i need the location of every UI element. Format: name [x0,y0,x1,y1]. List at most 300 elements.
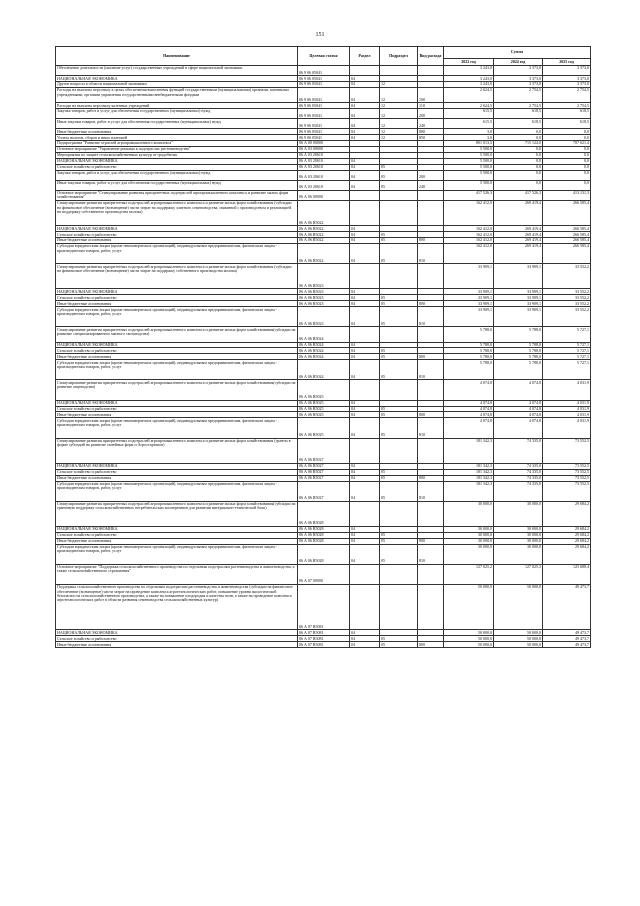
cell-target-code: 06 А 06 R5023 [298,301,350,307]
table-body [56,66,591,648]
cell-section: 04 [350,342,380,348]
cell-target-code: 06 9 06 05041 [298,82,350,88]
cell-subsection: 05 [380,412,418,418]
cell-section: 04 [350,463,380,469]
cell-section: 04 [350,636,380,642]
cell-sum-2024: 4 074,8 [494,380,543,400]
cell-target-code: 06 А 03 20610 [298,180,350,190]
table-row [56,119,591,129]
cell-section: 04 [350,295,380,301]
cell-section [350,501,380,526]
cell-name: Сельское хозяйство и рыболовство [56,232,298,238]
cell-section: 04 [350,82,380,88]
cell-sum-2022: 417 526,3 [444,190,494,200]
cell-expense-type: 240 [418,180,444,190]
cell-subsection: 05 [380,642,418,648]
cell-name: Другие вопросы в области национальной экономики [56,82,298,88]
cell-expense-type [418,501,444,526]
cell-name: Уплата налогов, сборов и иных платежей [56,135,298,141]
cell-target-code: 06 А 06 00000 [298,190,350,200]
cell-name: Субсидии юридическим лицам (кроме некоммерческих организаций), индивидуальным предпринимателям, физическим лицам - производителям товаров, работ, услуг [56,307,298,327]
cell-target-code: 06 9 06 05041 [298,129,350,135]
cell-target-code: 06 А 03 00000 [298,147,350,153]
cell-sum-2024: 269 419,4 [494,238,543,244]
cell-section: 04 [350,538,380,544]
cell-subsection: 05 [380,170,418,180]
cell-name: Закупка товаров, работ и услуг для обеспечения государственных (муниципальных) нужд [56,170,298,180]
cell-sum-2022: 162 412,0 [444,238,494,244]
cell-expense-type: 810 [418,244,444,264]
cell-expense-type: 240 [418,119,444,129]
cell-sum-2022: 5 788,0 [444,342,494,348]
cell-section: 04 [350,289,380,295]
cell-subsection: 05 [380,307,418,327]
cell-expense-type: 800 [418,301,444,307]
cell-sum-2022: 127 025,2 [444,564,494,584]
cell-sum-2024: 0,0 [494,170,543,180]
cell-subsection: 05 [380,481,418,501]
cell-section [350,564,380,584]
table-row [56,360,591,380]
cell-sum-2025: 0,0 [543,135,591,141]
cell-sum-2022: 4 074,8 [444,406,494,412]
cell-target-code: 06 9 06 05041 [298,119,350,129]
cell-sum-2024: 5 788,0 [494,342,543,348]
cell-name: НАЦИОНАЛЬНАЯ ЭКОНОМИКА [56,463,298,469]
cell-sum-2022: 30 000,0 [444,526,494,532]
cell-section: 04 [350,232,380,238]
cell-name: Сельское хозяйство и рыболовство [56,406,298,412]
cell-name: Расходы на выплаты персоналу в целях обеспечения выполнения функций государственными (муниципальными) органами, казенными учреждениями, органами управления государственными внебюджетными фондами [56,88,298,103]
cell-sum-2022: 4 074,8 [444,418,494,438]
cell-sum-2025: 29 684,2 [543,544,591,564]
cell-target-code: 06 9 06 05041 [298,66,350,76]
cell-sum-2024: 30 000,0 [494,544,543,564]
cell-target-code: 06 А 03 20610 [298,158,350,164]
cell-name: Субсидии юридическим лицам (кроме некоммерческих организаций), индивидуальным предпринимателям, физическим лицам - производителям товаров, работ, услуг [56,360,298,380]
cell-sum-2022: 33 909,1 [444,264,494,289]
table-row [56,180,591,190]
cell-name: Субсидии юридическим лицам (кроме некоммерческих организаций), индивидуальным предпринимателям, физическим лицам - производителям товаров, работ, услуг [56,418,298,438]
cell-section: 04 [350,354,380,360]
cell-subsection: 05 [380,406,418,412]
cell-sum-2025: 618,5 [543,119,591,129]
header-target: Целевая статья [298,47,350,66]
cell-target-code: 06 А 07 R5081 [298,585,350,630]
cell-sum-2022: 3 243,0 [444,66,494,76]
cell-name: Сельское хозяйство и рыболовство [56,164,298,170]
cell-section: 04 [350,238,380,244]
table-row [56,264,591,289]
cell-subsection: 05 [380,295,418,301]
cell-sum-2025: 0,0 [543,170,591,180]
cell-sum-2025: 5 727,1 [543,354,591,360]
cell-sum-2022: 4 074,8 [444,400,494,406]
cell-name: Стимулирование развития приоритетных подотраслей агропромышленного комплекса и развитие малых форм хозяйствования (гранты в форме субсидий на развитие семейных ферм и Агростартапов) [56,438,298,463]
cell-sum-2025: 125 688,4 [543,564,591,584]
cell-section: 04 [350,170,380,180]
cell-sum-2024: 5 788,0 [494,348,543,354]
cell-section: 04 [350,406,380,412]
cell-section: 04 [350,88,380,103]
cell-sum-2025: 5 727,1 [543,327,591,342]
table-row [56,88,591,103]
table-row [56,501,591,526]
cell-section [350,585,380,630]
table-row [56,244,591,264]
cell-section: 04 [350,119,380,129]
cell-section: 04 [350,226,380,232]
cell-section [350,327,380,342]
cell-target-code: 06 А 06 R5027 [298,463,350,469]
cell-target-code: 06 А 06 R5023 [298,295,350,301]
cell-sum-2024: 74 335,0 [494,475,543,481]
page-number: 151 [315,32,325,38]
cell-sum-2024: 74 335,0 [494,469,543,475]
cell-target-code: 06 А 07 R5081 [298,642,350,648]
cell-sum-2022: 5 500,0 [444,147,494,153]
cell-sum-2022: 30 000,0 [444,501,494,526]
cell-sum-2025: 0,0 [543,180,591,190]
cell-section: 04 [350,642,380,648]
cell-section: 04 [350,307,380,327]
cell-expense-type: 800 [418,412,444,418]
cell-sum-2025: 3 373,0 [543,66,591,76]
cell-sum-2024: 50 000,0 [494,630,543,636]
cell-sum-2022: 3 243,0 [444,82,494,88]
cell-sum-2024: 618,5 [494,119,543,129]
cell-expense-type: 810 [418,360,444,380]
cell-target-code: 06 А 06 R5027 [298,475,350,481]
cell-name: Иные бюджетные ассигнования [56,538,298,544]
cell-sum-2022: 5 500,0 [444,170,494,180]
cell-subsection: 05 [380,418,418,438]
cell-target-code: 06 9 06 05041 [298,76,350,82]
cell-target-code: 06 А 06 R5028 [298,501,350,526]
cell-target-code: 06 А 06 R5025 [298,418,350,438]
cell-expense-type: 810 [418,418,444,438]
cell-sum-2022: 4 074,8 [444,380,494,400]
cell-expense-type: 800 [418,538,444,544]
cell-sum-2024: 74 335,0 [494,438,543,463]
cell-section: 04 [350,180,380,190]
cell-name: НАЦИОНАЛЬНАЯ ЭКОНОМИКА [56,526,298,532]
cell-sum-2024: 0,0 [494,147,543,153]
cell-section: 04 [350,158,380,164]
cell-subsection: 12 [380,82,418,88]
cell-target-code: 06 А 03 20610 [298,152,350,158]
cell-name: НАЦИОНАЛЬНАЯ ЭКОНОМИКА [56,400,298,406]
cell-sum-2025: 33 552,2 [543,307,591,327]
cell-sum-2022: 615,5 [444,109,494,119]
cell-name: Иные бюджетные ассигнования [56,412,298,418]
table-row [56,109,591,119]
header-year-2022: 2022 год [444,58,494,66]
cell-name: НАЦИОНАЛЬНАЯ ЭКОНОМИКА [56,342,298,348]
cell-expense-type [418,564,444,584]
cell-section: 04 [350,76,380,82]
cell-expense-type: 810 [418,544,444,564]
cell-sum-2024: 618,5 [494,109,543,119]
cell-section [350,380,380,400]
cell-sum-2024: 50 000,0 [494,585,543,630]
cell-sum-2022: 30 000,0 [444,544,494,564]
cell-target-code: 06 А 06 R5028 [298,538,350,544]
cell-sum-2022: 181 342,3 [444,481,494,501]
table-row [56,544,591,564]
cell-sum-2025: 266 585,4 [543,232,591,238]
cell-sum-2024: 5 788,0 [494,327,543,342]
header-sum: Сумма [444,47,591,59]
cell-sum-2025: 5 727,1 [543,348,591,354]
cell-sum-2024: 4 074,8 [494,418,543,438]
cell-sum-2024: 269 419,4 [494,226,543,232]
cell-name: Иные бюджетные ассигнования [56,642,298,648]
cell-target-code: 06 А 06 R5024 [298,327,350,342]
table-row [56,201,591,226]
cell-sum-2025: 73 552,5 [543,463,591,469]
cell-sum-2025: 2 754,5 [543,88,591,103]
cell-sum-2025: 266 585,4 [543,201,591,226]
table-row [56,307,591,327]
cell-expense-type: 200 [418,109,444,119]
cell-sum-2022: 181 342,3 [444,463,494,469]
cell-section [350,190,380,200]
cell-sum-2022: 33 909,1 [444,295,494,301]
cell-sum-2025: 0,0 [543,164,591,170]
cell-sum-2022: 181 342,3 [444,469,494,475]
cell-subsection [380,380,418,400]
cell-sum-2025: 3 373,0 [543,76,591,82]
cell-subsection [380,585,418,630]
cell-section: 04 [350,301,380,307]
cell-expense-type: 850 [418,135,444,141]
cell-sum-2025: 266 585,4 [543,238,591,244]
cell-expense-type: 100 [418,88,444,103]
cell-name: Стимулирование развития приоритетных подотраслей агропромышленного комплекса и развитие малых форм хозяйствования(субсидии на грантовую поддержку сельскохозяйственных потребительских кооперативов для развития материально-технической базы) [56,501,298,526]
cell-sum-2022: 162 412,0 [444,226,494,232]
cell-sum-2022: 5 500,0 [444,164,494,170]
cell-sum-2025: 4 031,9 [543,400,591,406]
cell-sum-2022: 181 342,3 [444,475,494,481]
cell-sum-2022: 33 909,1 [444,289,494,295]
cell-target-code: 06 А 07 R5081 [298,630,350,636]
cell-target-code: 06 А 06 R5027 [298,438,350,463]
header-subsection: Подраздел [380,47,418,66]
cell-target-code: 06 А 06 R5028 [298,526,350,532]
cell-target-code: 06 А 06 R5024 [298,354,350,360]
cell-name: Иные закупки товаров, работ и услуг для обеспечения государственных (муниципальных) нужд [56,119,298,129]
cell-sum-2025: 3 373,0 [543,82,591,88]
cell-subsection [380,264,418,289]
cell-expense-type [418,327,444,342]
cell-subsection: 12 [380,88,418,103]
cell-sum-2024: 74 335,0 [494,481,543,501]
cell-sum-2025: 0,0 [543,152,591,158]
cell-subsection: 05 [380,238,418,244]
header-expense-type: Вид расхода [418,47,444,66]
cell-sum-2025: 49 473,7 [543,630,591,636]
cell-name: Основное мероприятие "Стимулирование развития приоритетных подотраслей агропромышленного комплекса и развитие малых форм хозяйствования" [56,190,298,200]
cell-expense-type [418,585,444,630]
cell-sum-2024: 0,0 [494,152,543,158]
cell-name: НАЦИОНАЛЬНАЯ ЭКОНОМИКА [56,630,298,636]
cell-target-code: 06 А 06 R5023 [298,307,350,327]
cell-name: Расходы на выплаты персоналу казенных учреждений [56,103,298,109]
cell-sum-2022: 5 500,0 [444,158,494,164]
cell-target-code: 06 9 06 05041 [298,135,350,141]
cell-sum-2024: 2 754,5 [494,103,543,109]
cell-target-code: 06 А 07 00000 [298,564,350,584]
cell-section: 04 [350,481,380,501]
cell-sum-2025: 266 585,4 [543,244,591,264]
cell-expense-type [418,66,444,76]
table-row [56,438,591,463]
cell-expense-type: 810 [418,481,444,501]
cell-name: Иные закупки товаров, работ и услуг для обеспечения государственных (муниципальных) нужд [56,180,298,190]
cell-sum-2024: 269 419,4 [494,244,543,264]
cell-sum-2022: 50 000,0 [444,585,494,630]
cell-target-code: 06 А 06 R5024 [298,348,350,354]
cell-subsection: 12 [380,135,418,141]
cell-name: НАЦИОНАЛЬНАЯ ЭКОНОМИКА [56,226,298,232]
cell-target-code: 06 А 06 R5023 [298,289,350,295]
cell-sum-2022: 615,5 [444,119,494,129]
cell-subsection: 05 [380,360,418,380]
cell-sum-2022: 5 500,0 [444,180,494,190]
cell-target-code: 06 А 06 R5025 [298,406,350,412]
cell-target-code: 06 А 06 R5027 [298,481,350,501]
cell-sum-2025: 0,0 [543,158,591,164]
cell-subsection: 12 [380,129,418,135]
cell-name: Стимулирование развития приоритетных подотраслей агропромышленного комплекса и развитие малых форм хозяйствования(субсидии на развитие овцеводства) [56,380,298,400]
cell-target-code: 06 А 03 20610 [298,170,350,180]
table-row [56,190,591,200]
cell-name: Субсидии юридическим лицам (кроме некоммерческих организаций), индивидуальным предпринимателям, физическим лицам - производителям товаров, работ, услуг [56,544,298,564]
table-row [56,418,591,438]
cell-target-code: 06 А 06 R5024 [298,342,350,348]
cell-sum-2024: 4 074,8 [494,412,543,418]
cell-subsection: 05 [380,348,418,354]
cell-sum-2022: 5 788,0 [444,327,494,342]
cell-name: Сельское хозяйство и рыболовство [56,636,298,642]
cell-name: Поддержка сельскохозяйственного производства по отдельным подотраслям растениеводства и животноводства (субсидии на финансовое обеспечение (возмещение) части затрат на проведение комплекса агротехнологических работ, повышение уровня экологической безопасности сельскохозяйственного производства, а также на повышение плодородия и качества почв, а также на проведение комплекса агротехнологических работ в области развития семеноводства сельскохозяйственных культур) [56,585,298,630]
cell-sum-2022: 5 788,0 [444,360,494,380]
cell-section: 04 [350,244,380,264]
cell-subsection [380,327,418,342]
cell-sum-2025: 413 131,3 [543,190,591,200]
cell-sum-2025: 33 552,2 [543,264,591,289]
cell-section: 04 [350,103,380,109]
cell-sum-2025: 29 684,2 [543,526,591,532]
cell-sum-2022: 33 909,1 [444,307,494,327]
cell-subsection: 05 [380,538,418,544]
cell-expense-type [418,438,444,463]
cell-sum-2024: 269 419,4 [494,201,543,226]
cell-sum-2025: 33 552,2 [543,301,591,307]
cell-sum-2022: 4 074,8 [444,412,494,418]
cell-subsection: 05 [380,532,418,538]
cell-section: 04 [350,135,380,141]
cell-sum-2024: 30 000,0 [494,526,543,532]
cell-sum-2022: 3,0 [444,129,494,135]
cell-sum-2024: 5 788,0 [494,354,543,360]
cell-target-code: 06 А 06 R5025 [298,412,350,418]
cell-sum-2025: 0,0 [543,147,591,153]
cell-target-code: 06 А 03 20610 [298,164,350,170]
cell-expense-type: 110 [418,103,444,109]
cell-expense-type: 810 [418,307,444,327]
cell-name: Сельское хозяйство и рыболовство [56,532,298,538]
cell-sum-2025: 266 585,4 [543,226,591,232]
cell-subsection [380,190,418,200]
cell-expense-type: 800 [418,238,444,244]
cell-sum-2024: 50 000,0 [494,636,543,642]
cell-expense-type [418,264,444,289]
cell-name: Стимулирование развития приоритетных подотраслей агропромышленного комплекса и развитие малых форм хозяйствования(субсидии на развитие специализированного мясного скотоводства) [56,327,298,342]
cell-sum-2024: 50 000,0 [494,642,543,648]
cell-name: Основное мероприятие "Управление рисками в подотраслях растениеводства" [56,147,298,153]
cell-target-code: 06 А 06 R5025 [298,380,350,400]
table-row [56,380,591,400]
cell-name: Мероприятия по защите сельскохозяйственных культур от градобития [56,152,298,158]
cell-name: НАЦИОНАЛЬНАЯ ЭКОНОМИКА [56,76,298,82]
cell-sum-2024: 33 909,1 [494,295,543,301]
cell-sum-2025: 2 754,5 [543,103,591,109]
cell-sum-2024: 3 373,0 [494,66,543,76]
cell-expense-type [418,201,444,226]
cell-target-code: 06 А 06 R5022 [298,244,350,264]
cell-sum-2024: 715 124,0 [494,141,543,147]
cell-sum-2024: 2 754,5 [494,88,543,103]
cell-sum-2024: 127 025,3 [494,564,543,584]
cell-sum-2025: 33 552,2 [543,289,591,295]
cell-sum-2024: 0,0 [494,135,543,141]
cell-sum-2025: 4 031,9 [543,412,591,418]
cell-target-code: 06 А 00 00000 [298,141,350,147]
cell-section: 04 [350,348,380,354]
cell-subsection: 05 [380,232,418,238]
cell-sum-2024: 74 335,0 [494,463,543,469]
cell-sum-2022: 5 788,0 [444,348,494,354]
header-year-2024: 2024 год [494,58,543,66]
cell-sum-2022: 50 000,0 [444,636,494,642]
cell-sum-2024: 0,0 [494,180,543,190]
cell-expense-type [418,190,444,200]
budget-table [55,46,591,648]
cell-name: Сельское хозяйство и рыболовство [56,469,298,475]
table-row [56,327,591,342]
cell-sum-2025: 29 684,2 [543,532,591,538]
cell-section: 04 [350,544,380,564]
cell-target-code: 06 9 06 05041 [298,103,350,109]
cell-sum-2024: 5 788,0 [494,360,543,380]
cell-expense-type: 200 [418,170,444,180]
cell-subsection: 05 [380,469,418,475]
cell-sum-2025: 4 031,9 [543,406,591,412]
table-row [56,642,591,648]
cell-subsection: 05 [380,636,418,642]
cell-sum-2024: 0,0 [494,158,543,164]
cell-target-code: 06 А 06 R5023 [298,264,350,289]
cell-section: 04 [350,412,380,418]
cell-sum-2025: 29 684,2 [543,538,591,544]
cell-name: Подпрограмма "Развитие отраслей агропромышленного комплекса" [56,141,298,147]
cell-sum-2025: 73 552,5 [543,481,591,501]
cell-expense-type: 800 [418,129,444,135]
cell-sum-2025: 49 473,7 [543,585,591,630]
cell-target-code: 06 А 06 R5028 [298,544,350,564]
